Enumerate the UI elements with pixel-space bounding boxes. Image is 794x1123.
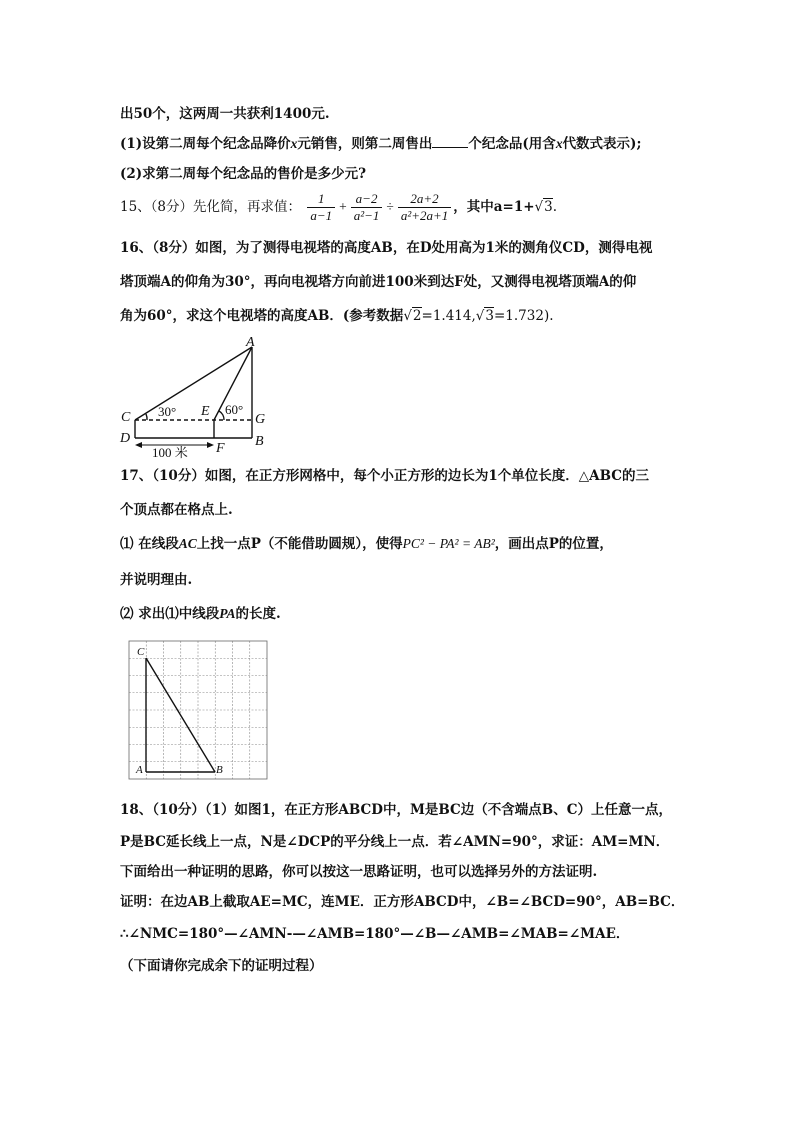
q15-condition: ，其中a=1+ bbox=[453, 199, 535, 215]
question-17-line-3 bbox=[120, 534, 684, 554]
question-18-line-2: P是BC延长线上一点，N是∠DCP的平分线上一点．若∠AMN=90°，求证：AM=MN． bbox=[120, 834, 670, 850]
label-D: D bbox=[120, 431, 131, 446]
q17-line5-c: 的长度. bbox=[235, 606, 281, 622]
sqrt-symbol: √ bbox=[534, 199, 544, 215]
q17-line3-d: ，画出点P的位置， bbox=[494, 536, 613, 552]
angle-label-30: 30° bbox=[158, 404, 177, 419]
question-17-line-5 bbox=[120, 604, 684, 624]
sqrt-symbol-3: √ bbox=[475, 308, 485, 324]
fraction-2 bbox=[351, 191, 383, 224]
sqrt-symbol-2: √ bbox=[403, 308, 412, 324]
fraction-1-den: a−1 bbox=[310, 208, 333, 223]
label-B: B bbox=[255, 434, 264, 449]
question-18-line-6: （下面请你完成余下的证明过程） bbox=[120, 958, 323, 974]
q17-equation: PC² − PA² = AB² bbox=[402, 536, 495, 551]
angle-arc-60 bbox=[219, 411, 224, 420]
q14-part1-text-d: 代数式表示); bbox=[562, 136, 642, 152]
q15-text: 15、（8分）先化简，再求值： bbox=[120, 199, 302, 215]
label-A: A bbox=[246, 335, 255, 350]
distance-label: 100 米 bbox=[152, 445, 188, 460]
answer-blank bbox=[432, 135, 468, 148]
fraction-2-den: a²−1 bbox=[353, 208, 380, 223]
question-17-line-2: 个顶点都在格点上. bbox=[120, 502, 233, 518]
text-line-1: 出50个，这两周一共获利1400元. bbox=[120, 106, 330, 122]
variable-x-2: x bbox=[555, 136, 563, 151]
q16-line3-b: =1.414, bbox=[421, 308, 476, 324]
angle-label-60: 60° bbox=[225, 402, 244, 417]
grid-label-C: C bbox=[137, 646, 145, 658]
question-18-line-4: 证明：在边AB上截取AE=MC，连ME．正方形ABCD中，∠B=∠BCD=90°，AB=BC． bbox=[120, 894, 685, 910]
plus-sign: + bbox=[339, 199, 347, 214]
question-18-line-5: ∴∠NMC=180°—∠AMN-—∠AMB=180°—∠B—∠AMB=∠MAB=∠MAE． bbox=[120, 926, 630, 942]
q17-line5-a: ⑵ 求出⑴中线段 bbox=[120, 606, 220, 622]
q15-end: . bbox=[552, 199, 558, 215]
question-18-line-3: 下面给出一种证明的思路，你可以按这一思路证明，也可以选择另外的方法证明. bbox=[120, 864, 598, 880]
question-16-line-1: 16、（8分）如图，为了测得电视塔的高度AB，在D处用高为1米的测角仪CD，测得电视 bbox=[120, 240, 653, 256]
question-17-line-1: 17、（10分）如图，在正方形网格中，每个小正方形的边长为1个单位长度．△ABC的三 bbox=[120, 468, 649, 484]
question-16-line-2: 塔顶端A的仰角为30°，再向电视塔方向前进100米到达F处，又测得电视塔顶端A的仰 bbox=[120, 274, 637, 290]
question-17-line-4: 并说明理由. bbox=[120, 572, 193, 588]
sqrt-3-radicand: 3 bbox=[544, 199, 553, 215]
question-14-part-2: (2)求第二周每个纪念品的售价是多少元? bbox=[120, 166, 367, 182]
sqrt-3-radicand-2: 3 bbox=[485, 308, 494, 324]
grid-label-A: A bbox=[136, 764, 143, 776]
grid-label-B: B bbox=[216, 764, 223, 776]
label-F: F bbox=[216, 441, 225, 456]
fraction-3-num: 2a+2 bbox=[398, 191, 451, 208]
q16-line3-a: 角为60°，求这个电视塔的高度AB．(参考数据 bbox=[120, 308, 404, 324]
q14-part1-text-b: 元销售，则第二周售出 bbox=[297, 136, 433, 152]
q17-segment-AC: AC bbox=[178, 536, 197, 551]
divide-sign: ÷ bbox=[386, 199, 394, 214]
label-G: G bbox=[255, 412, 266, 427]
dimension-arrow-right bbox=[207, 442, 214, 448]
q17-line3-a: ⑴ 在线段 bbox=[120, 536, 179, 552]
question-18-line-1: 18、（10分）（1）如图1，在正方形ABCD中，M是BC边（不含端点B、C）上任意一点， bbox=[120, 802, 672, 818]
label-C: C bbox=[121, 410, 131, 425]
fraction-3 bbox=[398, 191, 451, 224]
fraction-3-den: a²+2a+1 bbox=[400, 208, 449, 223]
fraction-1-num: 1 bbox=[307, 191, 335, 208]
question-14-part-1 bbox=[120, 134, 684, 154]
dimension-arrow-left bbox=[135, 442, 142, 448]
q14-part1-text-c: 个纪念品(用含 bbox=[468, 136, 556, 152]
grid-figure bbox=[128, 640, 270, 782]
fraction-1 bbox=[307, 191, 335, 224]
fraction-2-num: a−2 bbox=[351, 191, 383, 208]
angle-arc-30 bbox=[146, 414, 147, 420]
grid-lines bbox=[129, 641, 267, 779]
q16-line3-c: =1.732). bbox=[493, 308, 554, 324]
question-16-line-3 bbox=[120, 306, 684, 326]
tower-figure bbox=[115, 335, 285, 460]
question-15 bbox=[120, 190, 684, 224]
q17-segment-PA: PA bbox=[219, 606, 236, 621]
q17-line3-c: 上找一点P（不能借助圆规），使得 bbox=[196, 536, 403, 552]
variable-x: x bbox=[290, 136, 298, 151]
q14-part1-text-a: (1)设第二周每个纪念品降价 bbox=[120, 136, 291, 152]
label-E: E bbox=[201, 404, 210, 419]
sqrt-2-radicand: 2 bbox=[412, 308, 422, 324]
